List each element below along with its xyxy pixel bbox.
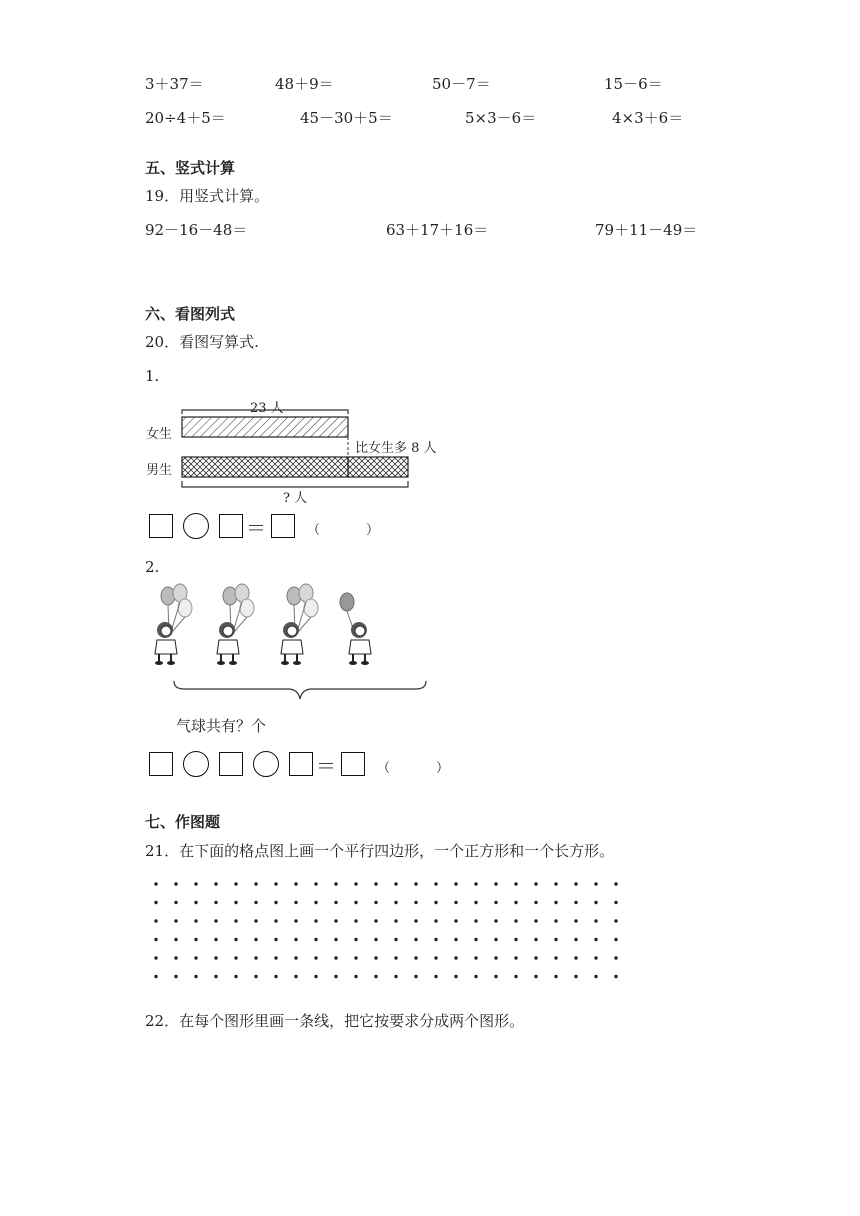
grid-dot[interactable] xyxy=(434,975,437,978)
grid-dot[interactable] xyxy=(174,956,177,959)
grid-dot[interactable] xyxy=(174,882,177,885)
grid-dot[interactable] xyxy=(214,882,217,885)
grid-dot[interactable] xyxy=(294,956,297,959)
girls-with-balloons xyxy=(145,582,445,672)
boy-bar-extra xyxy=(348,457,408,477)
grid-dot[interactable] xyxy=(394,938,397,941)
grid-dot[interactable] xyxy=(594,901,597,904)
grid-dot[interactable] xyxy=(314,975,317,978)
grid-dot[interactable] xyxy=(394,882,397,885)
item-1-number: 1. xyxy=(145,367,160,385)
boy-bar-base xyxy=(182,457,348,477)
grid-dot[interactable] xyxy=(334,938,337,941)
grid-dot[interactable] xyxy=(374,901,377,904)
grid-dot[interactable] xyxy=(414,882,417,885)
question-22: 22．在每个图形里画一条线，把它按要求分成两个图形。 xyxy=(145,1012,525,1030)
grid-dot[interactable] xyxy=(394,919,397,922)
grid-dot[interactable] xyxy=(574,901,577,904)
equals-sign-1: ＝ xyxy=(246,516,266,540)
grid-dot[interactable] xyxy=(534,901,537,904)
grid-dot[interactable] xyxy=(534,975,537,978)
grid-dot[interactable] xyxy=(174,975,177,978)
grid-dot[interactable] xyxy=(194,919,197,922)
answer-box-1[interactable] xyxy=(149,514,173,538)
grid-dot[interactable] xyxy=(214,975,217,978)
more-label: 比女生多 8 人 xyxy=(355,441,437,456)
grid-dot[interactable] xyxy=(354,919,357,922)
grid-dot[interactable] xyxy=(414,975,417,978)
grid-dot[interactable] xyxy=(514,919,517,922)
grid-dot[interactable] xyxy=(534,938,537,941)
grid-dot[interactable] xyxy=(594,919,597,922)
grid-dot[interactable] xyxy=(254,882,257,885)
question-19: 19．用竖式计算。 xyxy=(145,187,270,205)
paren-open-1: （ xyxy=(307,523,321,538)
grid-dot[interactable] xyxy=(434,882,437,885)
grid-dot[interactable] xyxy=(394,901,397,904)
grid-dot[interactable] xyxy=(154,919,157,922)
answer-box-3[interactable] xyxy=(271,514,295,538)
grid-dot[interactable] xyxy=(174,901,177,904)
grid-dot[interactable] xyxy=(514,901,517,904)
grid-dot[interactable] xyxy=(314,919,317,922)
grid-dot[interactable] xyxy=(514,975,517,978)
grid-dot[interactable] xyxy=(594,975,597,978)
grid-dot[interactable] xyxy=(534,956,537,959)
answer-box-2[interactable] xyxy=(219,514,243,538)
grid-dot[interactable] xyxy=(334,919,337,922)
section-heading-5: 五、竖式计算 xyxy=(145,159,236,177)
grid-dot[interactable] xyxy=(274,919,277,922)
grid-dot[interactable] xyxy=(614,901,617,904)
vertical-expr-1: 92－16－48＝ xyxy=(145,221,248,239)
arith-1-1: 3＋37＝ xyxy=(145,75,204,93)
arith-1-4: 15－6＝ xyxy=(604,75,663,93)
operator-circle-2[interactable] xyxy=(183,751,209,777)
grid-dot[interactable] xyxy=(374,882,377,885)
grid-dot[interactable] xyxy=(554,975,557,978)
grid-dot[interactable] xyxy=(174,919,177,922)
grid-dot[interactable] xyxy=(614,956,617,959)
grid-dot[interactable] xyxy=(494,882,497,885)
grid-dot[interactable] xyxy=(554,938,557,941)
grid-dot[interactable] xyxy=(434,956,437,959)
question-label: ? 人 xyxy=(283,491,308,506)
grid-dot[interactable] xyxy=(394,956,397,959)
grid-dot[interactable] xyxy=(514,938,517,941)
paren-open-2: （ xyxy=(377,761,391,776)
arith-2-4: 4×3＋6＝ xyxy=(612,109,684,127)
arith-2-2: 45－30＋5＝ xyxy=(300,109,393,127)
grid-dot[interactable] xyxy=(234,919,237,922)
grid-dot[interactable] xyxy=(494,956,497,959)
grid-dot[interactable] xyxy=(494,919,497,922)
grid-dot[interactable] xyxy=(374,938,377,941)
grid-dot[interactable] xyxy=(414,938,417,941)
grid-dot[interactable] xyxy=(574,882,577,885)
grid-dot[interactable] xyxy=(474,901,477,904)
grid-dot[interactable] xyxy=(374,975,377,978)
girl-1 xyxy=(155,584,192,665)
arith-2-1: 20÷4＋5＝ xyxy=(145,109,226,127)
grid-dot[interactable] xyxy=(294,975,297,978)
grid-dot[interactable] xyxy=(274,882,277,885)
grid-dot[interactable] xyxy=(454,975,457,978)
grid-dot[interactable] xyxy=(454,956,457,959)
answer-box-4[interactable] xyxy=(149,752,173,776)
grid-dot[interactable] xyxy=(254,956,257,959)
grid-dot[interactable] xyxy=(254,901,257,904)
grid-dot[interactable] xyxy=(314,938,317,941)
grid-dot[interactable] xyxy=(554,919,557,922)
grid-dot[interactable] xyxy=(234,938,237,941)
balloon-caption: 气球共有？个 xyxy=(176,717,267,735)
grid-dot[interactable] xyxy=(494,938,497,941)
grid-dot[interactable] xyxy=(314,956,317,959)
grid-dot[interactable] xyxy=(574,938,577,941)
grid-dot[interactable] xyxy=(414,901,417,904)
grid-dot[interactable] xyxy=(454,919,457,922)
grid-dot[interactable] xyxy=(294,901,297,904)
question-20: 20．看图写算式. xyxy=(145,333,259,351)
arith-2-3: 5×3－6＝ xyxy=(465,109,537,127)
grid-dot[interactable] xyxy=(214,901,217,904)
grid-dot[interactable] xyxy=(594,956,597,959)
grid-dot[interactable] xyxy=(474,919,477,922)
grid-dot[interactable] xyxy=(414,956,417,959)
grid-dot[interactable] xyxy=(274,938,277,941)
grid-dot[interactable] xyxy=(154,938,157,941)
grid-dot[interactable] xyxy=(274,956,277,959)
grid-dot[interactable] xyxy=(394,975,397,978)
grid-dot[interactable] xyxy=(534,919,537,922)
operator-circle-1[interactable] xyxy=(183,513,209,539)
grid-dot[interactable] xyxy=(254,919,257,922)
grid-dot[interactable] xyxy=(334,882,337,885)
grid-dot[interactable] xyxy=(514,882,517,885)
operator-circle-3[interactable] xyxy=(253,751,279,777)
grid-dot[interactable] xyxy=(574,975,577,978)
grid-dot[interactable] xyxy=(354,938,357,941)
grid-dot[interactable] xyxy=(234,901,237,904)
grid-dot[interactable] xyxy=(234,882,237,885)
grid-dot[interactable] xyxy=(514,956,517,959)
grid-dot[interactable] xyxy=(354,882,357,885)
grid-dot[interactable] xyxy=(294,882,297,885)
top-label: 23 人 xyxy=(250,401,284,416)
grid-dot[interactable] xyxy=(154,975,157,978)
paren-close-1: ） xyxy=(366,523,380,538)
grid-dot[interactable] xyxy=(214,938,217,941)
grid-dot[interactable] xyxy=(374,956,377,959)
grid-dot[interactable] xyxy=(494,901,497,904)
grid-dot[interactable] xyxy=(214,956,217,959)
grid-dot[interactable] xyxy=(154,956,157,959)
grid-dot[interactable] xyxy=(354,901,357,904)
grid-dot[interactable] xyxy=(474,975,477,978)
grid-dot[interactable] xyxy=(614,975,617,978)
grid-dot[interactable] xyxy=(354,975,357,978)
paren-close-2: ） xyxy=(436,761,450,776)
grid-dot[interactable] xyxy=(554,882,557,885)
answer-box-5[interactable] xyxy=(219,752,243,776)
grid-dot[interactable] xyxy=(494,975,497,978)
grid-dot[interactable] xyxy=(354,956,357,959)
grid-dot[interactable] xyxy=(294,938,297,941)
item-2-number: 2. xyxy=(145,558,160,576)
vertical-expr-3: 79＋11－49＝ xyxy=(595,221,698,239)
grid-dot[interactable] xyxy=(314,901,317,904)
question-21: 21．在下面的格点图上画一个平行四边形，一个正方形和一个长方形。 xyxy=(145,842,615,860)
grid-dot[interactable] xyxy=(574,919,577,922)
grid-dot[interactable] xyxy=(614,938,617,941)
grid-dot[interactable] xyxy=(334,975,337,978)
grid-dot[interactable] xyxy=(194,956,197,959)
grid-dot[interactable] xyxy=(614,919,617,922)
grid-dot[interactable] xyxy=(454,882,457,885)
grid-dot[interactable] xyxy=(234,956,237,959)
grid-dot[interactable] xyxy=(574,956,577,959)
grid-dot[interactable] xyxy=(474,882,477,885)
grid-dot[interactable] xyxy=(254,938,257,941)
grid-dot[interactable] xyxy=(474,956,477,959)
section-heading-6: 六、看图列式 xyxy=(145,305,236,323)
grid-dot[interactable] xyxy=(454,901,457,904)
grid-dot[interactable] xyxy=(414,919,417,922)
arith-1-2: 48＋9＝ xyxy=(275,75,334,93)
grid-dot[interactable] xyxy=(174,938,177,941)
grid-dot[interactable] xyxy=(294,919,297,922)
grid-dot[interactable] xyxy=(214,919,217,922)
dot-grid[interactable] xyxy=(150,878,626,982)
grid-dot[interactable] xyxy=(254,975,257,978)
equals-sign-2: ＝ xyxy=(316,754,336,778)
grid-dot[interactable] xyxy=(194,882,197,885)
grid-dot[interactable] xyxy=(374,919,377,922)
grid-dot[interactable] xyxy=(314,882,317,885)
grid-dot[interactable] xyxy=(154,882,157,885)
girl-4 xyxy=(340,593,371,665)
grid-dot[interactable] xyxy=(474,938,477,941)
answer-box-6[interactable] xyxy=(289,752,313,776)
grid-dot[interactable] xyxy=(434,938,437,941)
boy-label: 男生 xyxy=(146,463,173,478)
grid-dot[interactable] xyxy=(534,882,537,885)
girl-3 xyxy=(281,584,318,665)
grid-dot[interactable] xyxy=(554,956,557,959)
grid-dot[interactable] xyxy=(594,882,597,885)
grid-dot[interactable] xyxy=(234,975,237,978)
grid-dot[interactable] xyxy=(334,956,337,959)
girl-label: 女生 xyxy=(146,427,173,442)
vertical-expr-2: 63＋17＋16＝ xyxy=(386,221,489,239)
answer-box-7[interactable] xyxy=(341,752,365,776)
grid-dot[interactable] xyxy=(194,901,197,904)
girl-2 xyxy=(217,584,254,665)
grid-dot[interactable] xyxy=(334,901,337,904)
grid-dot[interactable] xyxy=(554,901,557,904)
grid-dot[interactable] xyxy=(434,901,437,904)
grid-dot[interactable] xyxy=(154,901,157,904)
grid-dot[interactable] xyxy=(194,975,197,978)
total-brace xyxy=(170,677,430,707)
grid-dot[interactable] xyxy=(454,938,457,941)
grid-dot[interactable] xyxy=(274,975,277,978)
grid-dot[interactable] xyxy=(434,919,437,922)
grid-dot[interactable] xyxy=(274,901,277,904)
grid-dot[interactable] xyxy=(594,938,597,941)
section-heading-7: 七、作图题 xyxy=(145,813,221,831)
arith-1-3: 50－7＝ xyxy=(432,75,491,93)
grid-dot[interactable] xyxy=(194,938,197,941)
girl-bar xyxy=(182,417,348,437)
grid-dot[interactable] xyxy=(614,882,617,885)
